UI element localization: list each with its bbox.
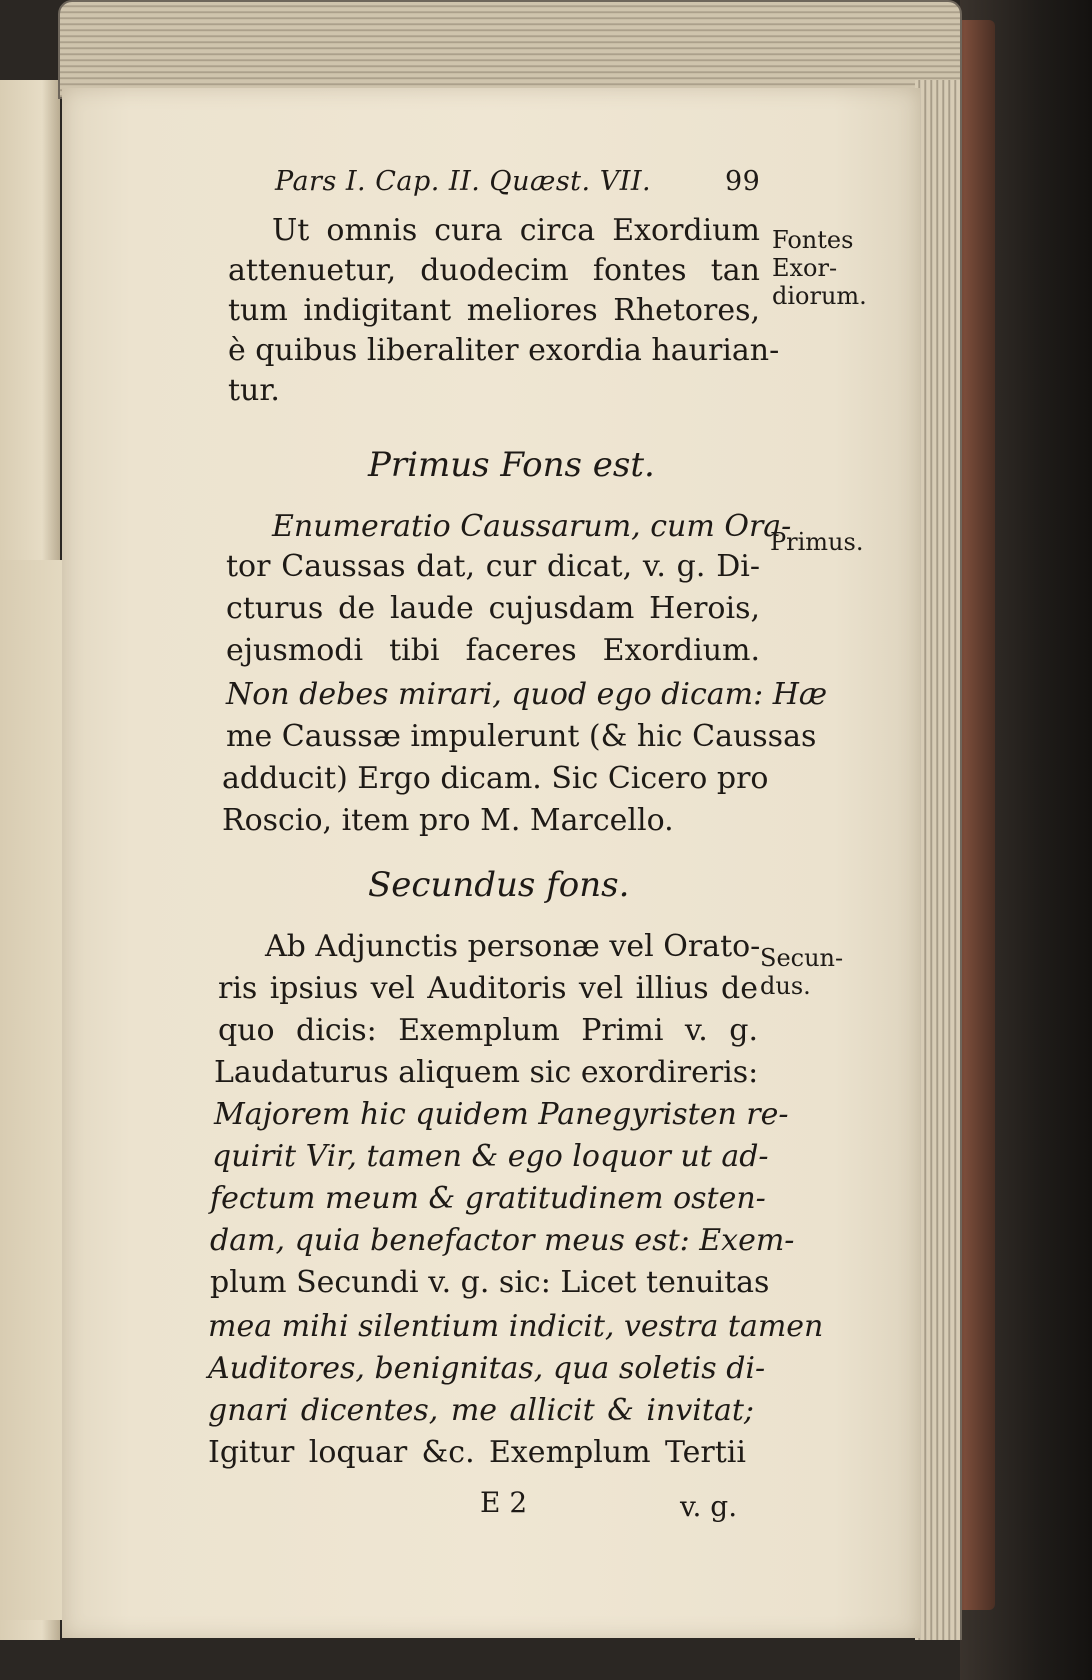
- text-line: Laudaturus aliquem sic exordireris:: [214, 1055, 759, 1090]
- text-line: tum indigitant meliores Rhetores,: [228, 293, 760, 328]
- running-head-title: Pars I. Cap. II. Quæst. VII.: [275, 166, 652, 197]
- margin-note-line: diorum.: [772, 282, 867, 310]
- text-line: plum Secundi v. g. sic: Licet tenuitas: [210, 1265, 770, 1300]
- text-line: me Caussæ impulerunt (& hic Caussas: [226, 719, 817, 754]
- text-line: quirit Vir, tamen & ego loquor ut ad-: [212, 1139, 769, 1174]
- text-line: Auditores, benignitas, qua soletis di-: [208, 1351, 766, 1386]
- margin-note-line: Secun-: [760, 944, 844, 972]
- text-line: cturus de laude cujusdam Herois,: [226, 591, 760, 626]
- text-line: ris ipsius vel Auditoris vel illius de: [218, 971, 758, 1006]
- margin-note-secundus: [760, 944, 843, 1000]
- margin-note-line: Fontes: [772, 226, 854, 254]
- section-heading-secundus: Secundus fons.: [368, 865, 630, 905]
- text-line: Igitur loquar &c. Exemplum Tertii: [208, 1435, 746, 1470]
- page-edges-top: [58, 0, 962, 99]
- text-line: attenuetur, duodecim fontes tan: [228, 253, 760, 288]
- text-line: Ab Adjunctis personæ vel Orato-: [265, 929, 761, 964]
- page-number: 99: [725, 166, 761, 197]
- margin-note-primus: Primus.: [770, 528, 864, 556]
- text-line: Ut omnis cura circa Exordium: [272, 213, 760, 248]
- text-line: Roscio, item pro M. Marcello.: [222, 803, 674, 838]
- catchword: v. g.: [680, 1490, 738, 1523]
- text-line: quo dicis: Exemplum Primi v. g.: [218, 1013, 758, 1048]
- text-line: dam, quia benefactor meus est: Exem-: [210, 1223, 795, 1258]
- text-line: Enumeratio Caussarum, cum Ora-: [272, 509, 792, 544]
- text-line: mea mihi silentium indicit, vestra tamen: [208, 1309, 824, 1344]
- margin-note-line: Exor-: [772, 254, 838, 282]
- text-line: ejusmodi tibi faceres Exordium.: [226, 633, 760, 668]
- running-head: [275, 166, 765, 197]
- margin-note-fontes: [772, 226, 867, 310]
- text-line: Majorem hic quidem Panegyristen re-: [214, 1097, 789, 1132]
- signature-mark: E 2: [480, 1486, 528, 1519]
- text-line: tur.: [228, 373, 280, 408]
- text-line: gnari dicentes, me allicit & invitat;: [208, 1393, 754, 1428]
- text-line: Non debes mirari, quod ego dicam: Hæ: [226, 677, 828, 712]
- text-line: adducit) Ergo dicam. Sic Cicero pro: [222, 761, 769, 796]
- text-line: tor Caussas dat, cur dicat, v. g. Di-: [226, 549, 760, 584]
- page-edges-right: [915, 80, 962, 1640]
- section-heading-primus: Primus Fons est.: [368, 445, 655, 485]
- text-line: fectum meum & gratitudinem osten-: [210, 1181, 766, 1216]
- margin-note-line: dus.: [760, 972, 811, 1000]
- text-line: è quibus liberaliter exordia haurian-: [228, 333, 780, 368]
